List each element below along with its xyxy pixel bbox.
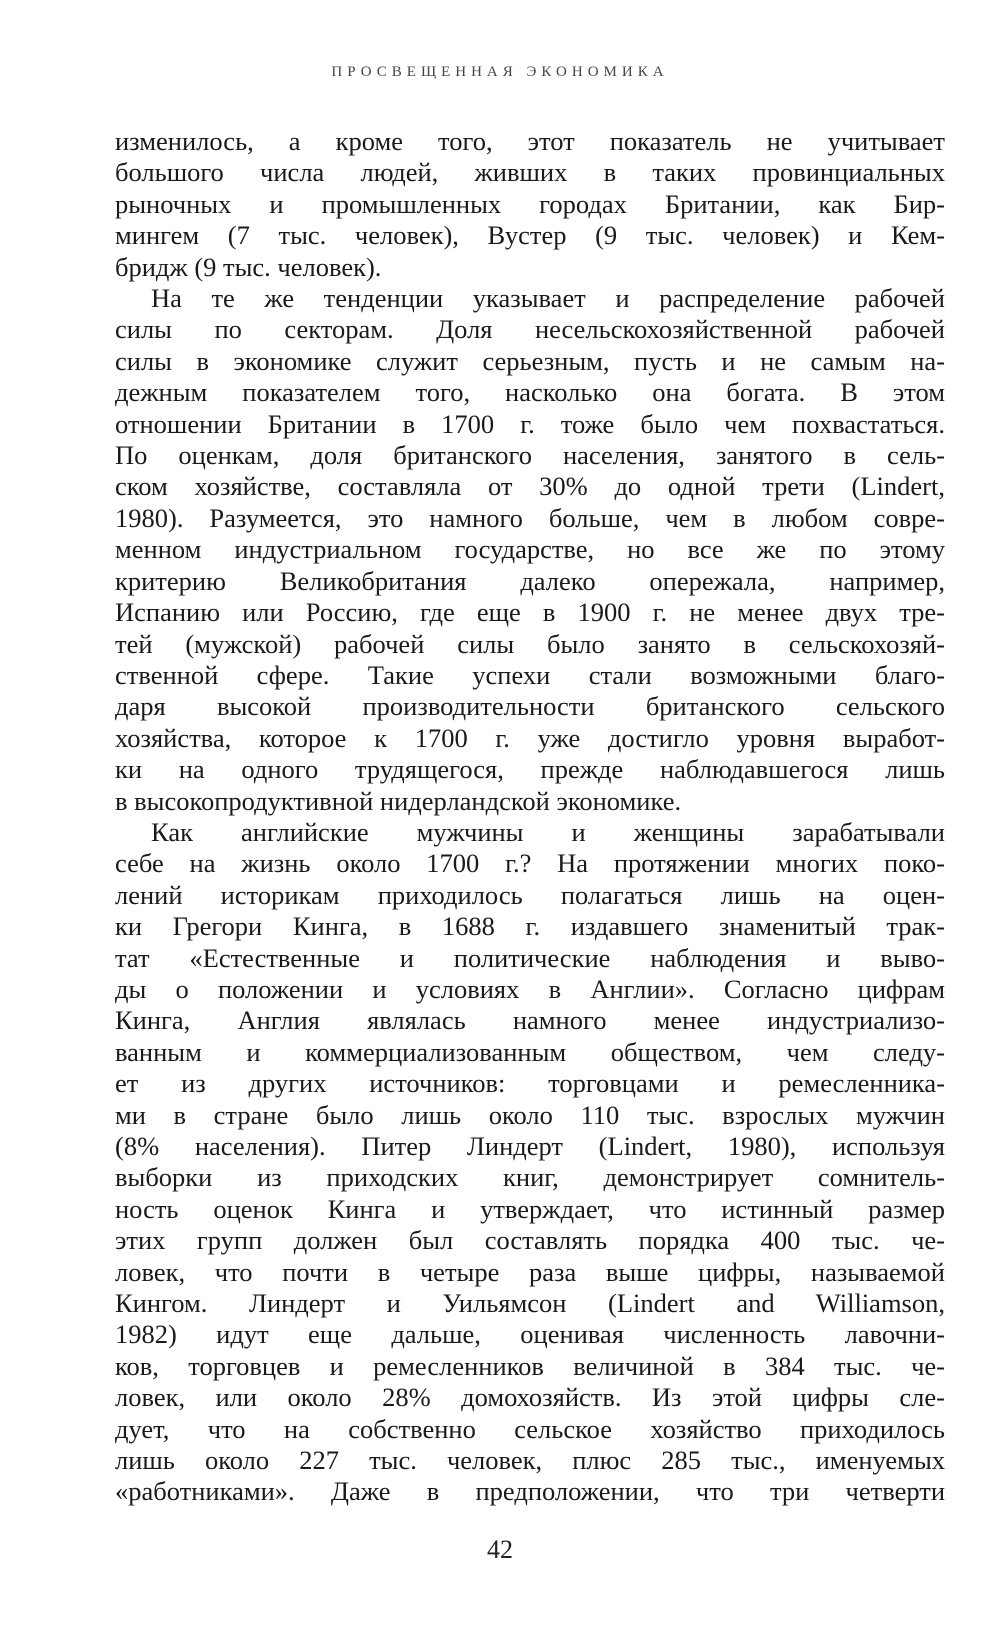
text-line: мингем (7 тыс. человек), Вустер (9 тыс. человек) и Кем- — [115, 220, 945, 251]
text-line: ков, торговцев и ремесленников величиной в 384 тыс. че- — [115, 1350, 945, 1381]
text-line: 1980). Разумеется, это намного больше, чем в любом совре- — [115, 502, 945, 533]
text-line: даря высокой производительности британского сельского — [115, 691, 945, 722]
text-line: ванным и коммерциализованным обществом, чем следу- — [115, 1036, 945, 1067]
text-line: «работниками». Даже в предположении, что три четверти — [115, 1476, 945, 1507]
text-line: рыночных и промышленных городах Британии, как Бир- — [115, 188, 945, 219]
paragraph — [115, 283, 945, 817]
text-line: силы в экономике служит серьезным, пусть и не самым на- — [115, 345, 945, 376]
body-text — [115, 126, 945, 1508]
text-line: 1982) идут еще дальше, оценивая численность лавочни- — [115, 1319, 945, 1350]
text-line: критерию Великобритания далеко опережала, например, — [115, 565, 945, 596]
text-line: большого числа людей, живших в таких провинциальных — [115, 157, 945, 188]
text-line: ки на одного трудящегося, прежде наблюдавшегося лишь — [115, 754, 945, 785]
text-line: ки Грегори Кинга, в 1688 г. издавшего знаменитый трак- — [115, 911, 945, 942]
text-line: ском хозяйстве, составляла от 30% до одной трети (Lindert, — [115, 471, 945, 502]
paragraph — [115, 126, 945, 283]
text-line: тат «Естественные и политические наблюдения и выво- — [115, 942, 945, 973]
text-line: тей (мужской) рабочей силы было занято в сельскохозяй- — [115, 628, 945, 659]
text-line: лишь около 227 тыс. человек, плюс 285 тыс., именуемых — [115, 1445, 945, 1476]
text-line: ми в стране было лишь около 110 тыс. взрослых мужчин — [115, 1099, 945, 1130]
text-line: изменилось, а кроме того, этот показатель не учитывает — [115, 126, 945, 156]
page-number: 42 — [487, 1535, 513, 1564]
text-line: выборки из приходских книг, демонстрирует сомнитель- — [115, 1162, 945, 1193]
text-line: ет из других источников: торговцами и ремесленника- — [115, 1068, 945, 1099]
text-line: На те же тенденции указывает и распределение рабочей — [151, 283, 945, 314]
text-line: ность оценок Кинга и утверждает, что истинный размер — [115, 1193, 945, 1224]
text-line: в высокопродуктивной нидерландской экономике. — [115, 785, 682, 816]
text-line: себе на жизнь около 1700 г.? На протяжении многих поко- — [115, 848, 945, 879]
text-line: Кингом. Линдерт и Уильямсон (Lindert and Williamson, — [115, 1288, 945, 1319]
text-line: ловек, что почти в четыре раза выше цифры, называемой — [115, 1256, 945, 1287]
text-line: По оценкам, доля британского населения, занятого в сель- — [115, 440, 945, 471]
text-line: отношении Британии в 1700 г. тоже было чем похвастаться. — [115, 408, 945, 439]
text-line: Испанию или Россию, где еще в 1900 г. не менее двух тре- — [115, 597, 945, 628]
text-line: ды о положении и условиях в Англии». Согласно цифрам — [115, 973, 945, 1004]
text-line: дежным показателем того, насколько она богата. В этом — [115, 377, 945, 408]
text-line: менном индустриальном государстве, но все же по этому — [115, 534, 945, 565]
text-line: Как английские мужчины и женщины зарабатывали — [151, 816, 945, 847]
text-line: ловек, или около 28% домохозяйств. Из этой цифры сле- — [115, 1382, 945, 1413]
text-line: дует, что на собственно сельское хозяйство приходилось — [115, 1413, 945, 1444]
text-line: ственной сфере. Такие успехи стали возможными благо- — [115, 659, 945, 690]
text-line: силы по секторам. Доля несельскохозяйственной рабочей — [115, 314, 945, 345]
text-line: Кинга, Англия являлась намного менее индустриализо- — [115, 1005, 945, 1036]
text-line: хозяйства, которое к 1700 г. уже достигло уровня выработ- — [115, 722, 945, 753]
text-line: лений историкам приходилось полагаться лишь на оцен- — [115, 879, 945, 910]
text-line: (8% населения). Питер Линдерт (Lindert, 1980), используя — [115, 1131, 945, 1161]
running-head: ПРОСВЕЩЕННАЯ ЭКОНОМИКА — [331, 64, 669, 80]
text-line: бридж (9 тыс. человек). — [115, 251, 382, 282]
paragraph — [115, 817, 945, 1508]
text-line: этих групп должен был составлять порядка 400 тыс. че- — [115, 1225, 945, 1256]
